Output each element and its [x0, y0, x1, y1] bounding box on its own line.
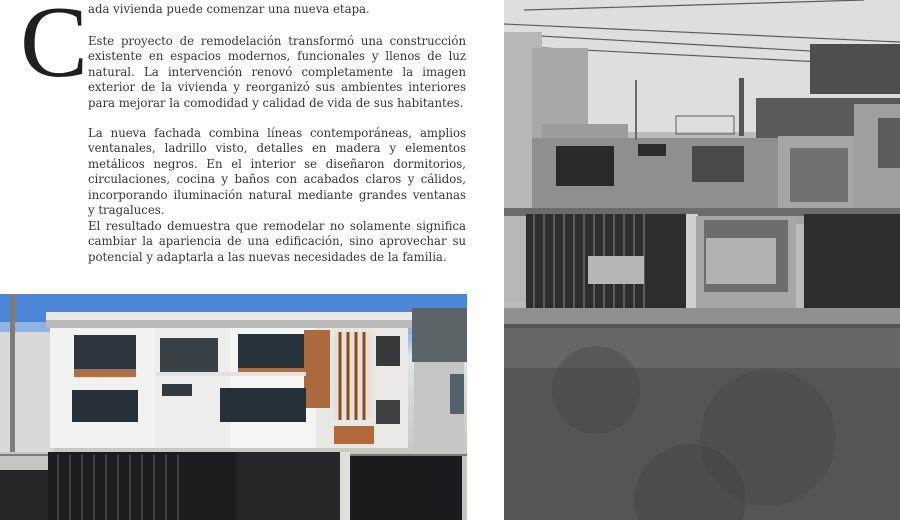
drop-cap: C: [20, 0, 89, 99]
paragraph-line: incorporando iluminación natural mediante grandes ventanas: [88, 187, 466, 202]
renovated-house-photo: [0, 294, 467, 520]
house-before-remodel-photo: [504, 0, 900, 520]
paragraph-3: [88, 219, 466, 265]
paragraph-line: circulaciones, cocina y baños con acabados claros y cálidos,: [88, 172, 466, 187]
paragraph-line: potencial y adaptarla a las nuevas necesidades de la familia.: [88, 249, 447, 264]
paragraph-line: exterior de la vivienda y reorganizó sus ambientes interiores: [88, 80, 466, 95]
opening-text: [88, 2, 466, 17]
paragraph-line: ventanales, ladrillo visto, detalles en madera y elementos: [88, 141, 466, 156]
paragraph-line: y tragaluces.: [88, 203, 165, 218]
paragraph-line: metálicos negros. En el interior se diseñaron dormitorios,: [88, 156, 466, 171]
paragraph-line: El resultado demuestra que remodelar no solamente significa: [88, 219, 466, 233]
renovated-house-illustration: [0, 294, 467, 520]
paragraph-line: Este proyecto de remodelación transformó una construcción: [88, 34, 466, 48]
paragraph-line: existente en espacios modernos, funcionales y llenos de luz: [88, 49, 466, 64]
paragraph-1: [88, 34, 466, 111]
opening-line: ada vivienda puede comenzar una nueva etapa.: [88, 2, 370, 16]
paragraph-line: natural. La intervención renovó completamente la imagen: [88, 64, 466, 79]
paragraph-line: cambiar la apariencia de una edificación, sino aprovechar su: [88, 234, 466, 249]
paragraph-line: La nueva fachada combina líneas contemporáneas, amplios: [88, 126, 466, 140]
paragraph-line: para mejorar la comodidad y calidad de vida de sus habitantes.: [88, 95, 464, 110]
paragraph-2: [88, 126, 466, 218]
before-remodel-illustration: [504, 0, 900, 520]
